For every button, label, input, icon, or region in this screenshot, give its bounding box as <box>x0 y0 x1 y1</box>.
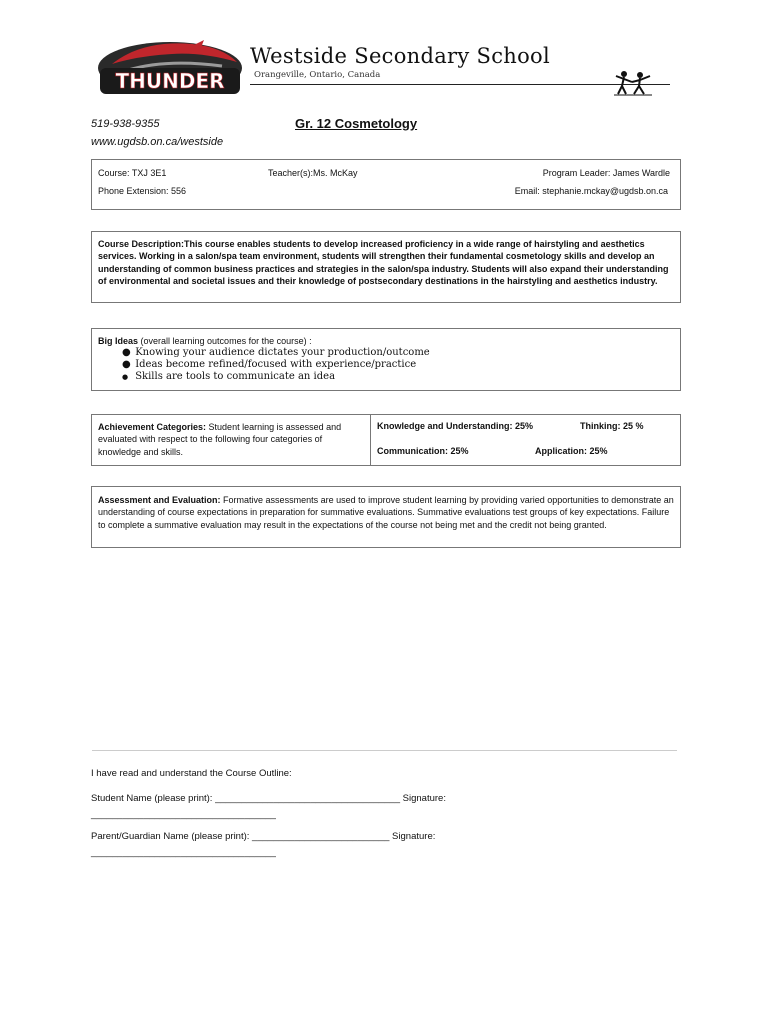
phone-extension: Phone Extension: 556 <box>98 186 187 196</box>
achievement-divider <box>370 414 371 466</box>
course-description-label: Course Description: <box>98 239 185 249</box>
header-rule <box>250 84 670 85</box>
application-weight: Application: 25% <box>535 446 608 456</box>
course-description-text: This course enables students to develop increased proficiency in a wide range of hairstyling and aesthetics services. Working in a salon/spa team environment, students will strengthen their fundamental cosmetology skills and develop an understanding of common business practices and strategies in the salon/spa industry. Students will also expand their understanding of environmental and societal issues and their knowledge of postsecondary destinations in the hairstyling and aesthetics industry. <box>98 239 669 286</box>
section-divider <box>92 750 677 751</box>
communication-weight: Communication: 25% <box>377 446 469 456</box>
course-info-box <box>91 159 681 210</box>
school-name: Westside Secondary School <box>250 44 551 68</box>
dancers-icon <box>612 70 654 96</box>
teacher-name: Teacher(s):Ms. McKay <box>268 168 358 178</box>
achievement-text: Student learning is assessed and evaluated with respect to the following four categories of knowledge and skills. <box>98 422 342 457</box>
teacher-email: Email: stephanie.mckay@ugdsb.on.ca <box>514 186 668 196</box>
big-idea-text: Ideas become refined/focused with experience/practice <box>135 359 417 370</box>
knowledge-weight: Knowledge and Understanding: 25% <box>377 421 534 431</box>
assessment-label: Assessment and Evaluation: <box>98 495 221 505</box>
page-title: Gr. 12 Cosmetology <box>295 116 418 131</box>
achievement-description <box>98 421 366 458</box>
school-website: www.ugdsb.on.ca/westside <box>91 136 224 148</box>
assessment-description <box>98 494 676 531</box>
confirmation-text: I have read and understand the Course Outline: <box>91 768 292 779</box>
bullet-icon: ● <box>122 347 131 358</box>
achievement-label: Achievement Categories: <box>98 422 207 432</box>
student-name-line[interactable]: Student Name (please print): ___________________________________ Signature: <box>91 793 446 804</box>
big-idea-item <box>122 347 430 358</box>
big-idea-text: Skills are tools to communicate an idea <box>135 371 336 382</box>
thinking-weight: Thinking: 25 % <box>580 421 644 431</box>
school-phone: 519-938-9355 <box>91 118 160 130</box>
logo-wordmark: THUNDER <box>115 69 225 93</box>
bullet-icon: ● <box>122 373 129 381</box>
big-ideas-heading <box>98 336 312 346</box>
thunder-logo <box>92 38 244 106</box>
student-signature-line[interactable]: ___________________________________ <box>91 809 276 820</box>
bullet-icon: ● <box>122 359 131 370</box>
big-idea-text: Knowing your audience dictates your production/outcome <box>135 347 430 358</box>
big-ideas-label: Big Ideas <box>98 336 139 346</box>
course-description <box>98 238 676 287</box>
assessment-text: Formative assessments are used to improve student learning by providing varied opportunities to demonstrate an understanding of course expectations in preparation for summative evaluations. Summative evaluations test groups of key expectations. Failure to complete a summative evaluation may result in the expectations of the course not being met and the credit not being granted. <box>98 495 674 530</box>
big-ideas-subtitle: (overall learning outcomes for the course) : <box>138 336 312 346</box>
course-code: Course: TXJ 3E1 <box>98 168 167 178</box>
parent-name-line[interactable]: Parent/Guardian Name (please print): __________________________ Signature: <box>91 831 436 842</box>
school-location: Orangeville, Ontario, Canada <box>254 70 381 80</box>
big-idea-item <box>122 371 335 382</box>
big-idea-item <box>122 359 416 370</box>
program-leader: Program Leader: James Wardle <box>542 168 670 178</box>
parent-signature-line[interactable]: ___________________________________ <box>91 847 276 858</box>
